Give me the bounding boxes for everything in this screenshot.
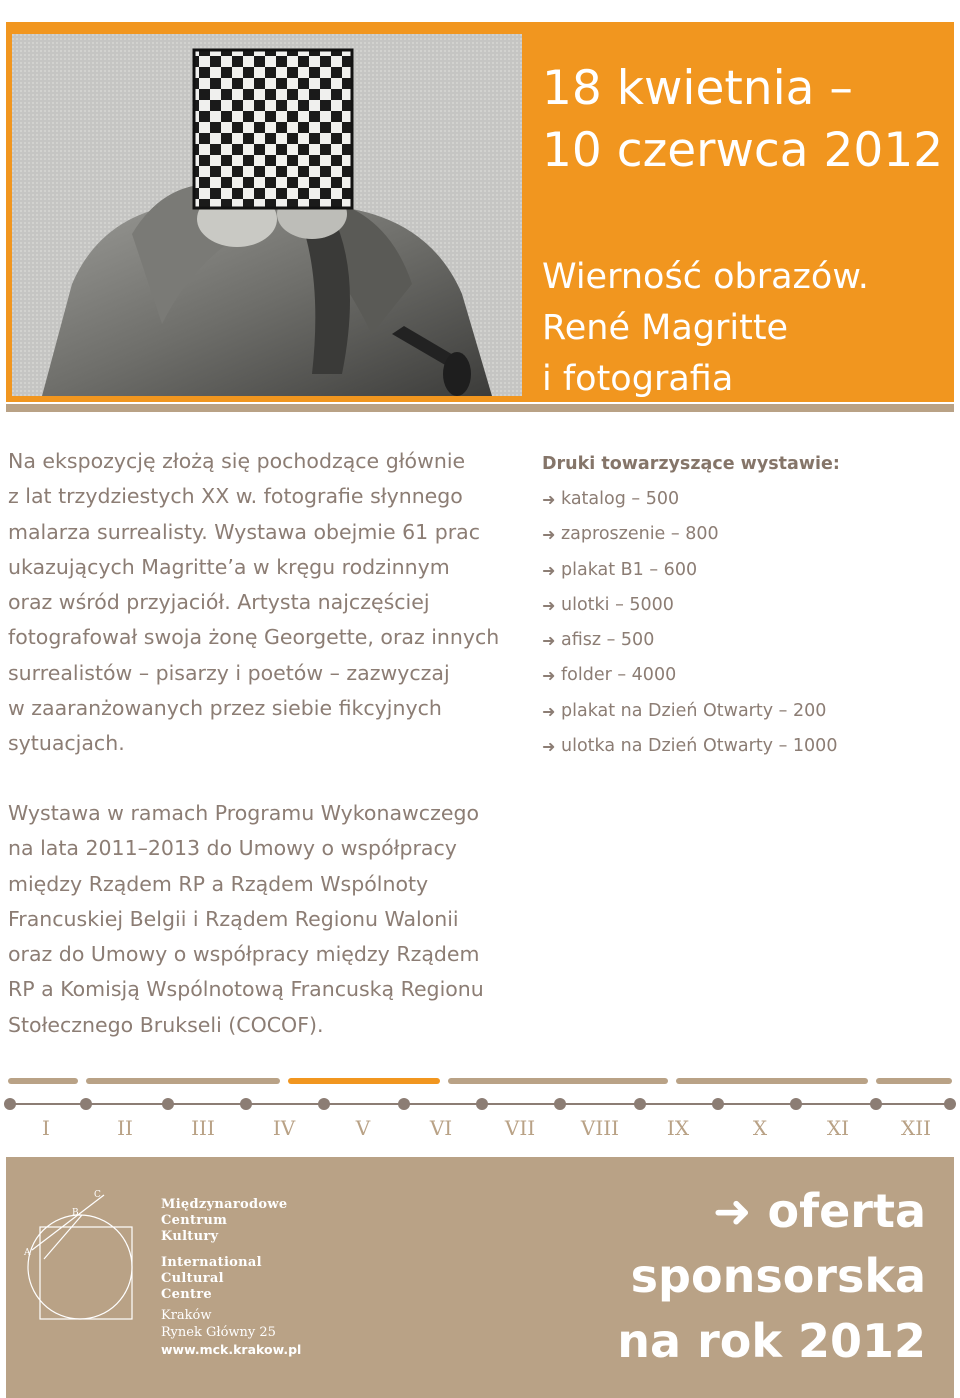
timeline-dot <box>476 1098 488 1110</box>
website-link[interactable]: www.mck.krakow.pl <box>161 1342 302 1357</box>
month-labels <box>0 1116 960 1146</box>
exhibition-dates <box>542 58 952 182</box>
logo-letter: B <box>72 1208 79 1218</box>
timeline-dot <box>4 1098 16 1110</box>
month-label: IV <box>272 1116 296 1140</box>
list-item <box>542 517 952 552</box>
accompanying-prints <box>542 450 952 764</box>
list-item <box>542 694 952 729</box>
list-item <box>542 623 952 658</box>
list-item-label: ulotka na Dzień Otwarty – 1000 <box>561 736 838 757</box>
month-label: I <box>42 1116 50 1140</box>
list-item-label: afisz – 500 <box>561 630 655 651</box>
list-item-label: plakat na Dzień Otwarty – 200 <box>561 700 827 721</box>
timeline-segment <box>8 1078 78 1084</box>
org-line: International <box>161 1255 262 1270</box>
timeline-segment <box>448 1078 668 1084</box>
month-label: XI <box>826 1116 850 1140</box>
program-note <box>8 796 528 1043</box>
arrow-right-icon: ➜ <box>542 560 556 580</box>
offer-line: sponsorska <box>630 1249 926 1303</box>
list-item <box>542 658 952 693</box>
timeline-dot <box>712 1098 724 1110</box>
month-label: III <box>191 1116 215 1140</box>
text-line: ukazujących Magritte’a w kręgu rodzinnym <box>8 554 450 579</box>
org-line: Centre <box>161 1287 212 1302</box>
divider <box>6 404 954 412</box>
org-line: Cultural <box>161 1271 224 1286</box>
timeline-dot <box>80 1098 92 1110</box>
exhibition-description <box>8 444 528 762</box>
organization-name <box>161 1197 361 1303</box>
month-label: II <box>117 1116 133 1140</box>
list-item <box>542 588 952 623</box>
list-item-label: katalog – 500 <box>561 489 680 509</box>
date-end: 10 czerwca 2012 <box>542 123 944 178</box>
org-line: Międzynarodowe <box>161 1197 288 1212</box>
month-label: X <box>752 1116 768 1140</box>
title-line: René Magritte <box>542 308 789 348</box>
list-item <box>542 729 952 764</box>
text-line: Na ekspozycję złożą się pochodzące głównie <box>8 449 466 473</box>
list-item <box>542 482 952 517</box>
org-line: Kultury <box>161 1229 219 1244</box>
text-line: między Rządem RP a Rządem Wspólnoty <box>8 871 429 896</box>
timeline-dot <box>634 1098 646 1110</box>
text-line: Francuskiej Belgii i Rządem Regionu Walonii <box>8 906 459 931</box>
footer <box>6 1157 954 1398</box>
timeline-dot <box>318 1098 330 1110</box>
timeline-dot <box>790 1098 802 1110</box>
street: Rynek Główny 25 <box>161 1325 276 1340</box>
timeline-segment <box>876 1078 952 1084</box>
month-label: VII <box>504 1116 536 1140</box>
list-item-label: ulotki – 5000 <box>561 594 674 615</box>
arrow-right-icon: ➜ <box>542 631 556 651</box>
text-line: sytuacjach. <box>8 731 125 756</box>
list-item-label: zaproszenie – 800 <box>561 524 719 545</box>
list-item-label: plakat B1 – 600 <box>561 559 698 580</box>
text-line: fotografował swoja żonę Georgette, oraz innych <box>8 625 500 650</box>
magritte-photo <box>12 34 522 396</box>
text-line: oraz do Umowy o współpracy między Rządem <box>8 942 480 967</box>
month-label: V <box>355 1116 371 1140</box>
arrow-right-icon: ➜ <box>542 701 556 721</box>
text-line: na lata 2011–2013 do Umowy o współpracy <box>8 836 457 861</box>
timeline-dot <box>162 1098 174 1110</box>
arrow-right-icon: ➜ <box>542 737 556 757</box>
text-line: Stołecznego Brukseli (COCOF). <box>8 1012 324 1037</box>
arrow-right-icon: ➜ <box>542 525 556 545</box>
hero-banner <box>6 22 954 402</box>
sponsorship-offer <box>596 1179 926 1374</box>
text-line: Wystawa w ramach Programu Wykonawczego <box>8 801 479 825</box>
photo-illustration <box>12 34 522 396</box>
offer-line: ➜ oferta <box>712 1184 926 1238</box>
timeline-segment <box>676 1078 868 1084</box>
timeline-dot <box>944 1098 956 1110</box>
text-line: z lat trzydziestych XX w. fotografie słynnego <box>8 484 463 509</box>
year-timeline <box>0 1078 960 1118</box>
text-line: oraz wśród przyjaciół. Artysta najczęściej <box>8 590 430 615</box>
timeline-dot <box>870 1098 882 1110</box>
title-line: Wierność obrazów. <box>542 257 869 297</box>
month-label: VI <box>429 1116 453 1140</box>
arrow-right-icon: ➜ <box>542 595 556 615</box>
org-line: Centrum <box>161 1213 228 1228</box>
address <box>161 1307 361 1358</box>
city: Kraków <box>161 1308 212 1323</box>
timeline-segment <box>86 1078 280 1084</box>
timeline-segment-highlighted <box>288 1078 440 1084</box>
date-start: 18 kwietnia – <box>542 61 853 116</box>
text-line: w zaaranżowanych przez siebie fikcyjnych <box>8 696 442 721</box>
arrow-right-icon: ➜ <box>542 490 556 509</box>
logo-letter: C <box>94 1190 101 1200</box>
logo-letter: A <box>24 1248 31 1258</box>
mck-logo-icon <box>22 1175 152 1345</box>
month-label: IX <box>666 1116 690 1140</box>
text-line: malarza surrealisty. Wystawa obejmie 61 prac <box>8 519 481 544</box>
timeline-dot <box>240 1098 252 1110</box>
timeline-dot <box>398 1098 410 1110</box>
arrow-right-icon: ➜ <box>542 666 556 686</box>
prints-heading: Druki towarzyszące wystawie: <box>542 454 840 474</box>
timeline-dot <box>554 1098 566 1110</box>
month-label: XII <box>900 1116 932 1140</box>
text-line: RP a Komisją Wspólnotową Francuską Regionu <box>8 977 484 1002</box>
title-line: i fotografia <box>542 359 734 399</box>
list-item <box>542 553 952 588</box>
month-label: VIII <box>580 1116 620 1140</box>
text-line: surrealistów – pisarzy i poetów – zazwyczaj <box>8 660 450 685</box>
offer-line: na rok 2012 <box>617 1314 926 1368</box>
list-item-label: folder – 4000 <box>561 665 677 686</box>
exhibition-title <box>542 252 952 405</box>
